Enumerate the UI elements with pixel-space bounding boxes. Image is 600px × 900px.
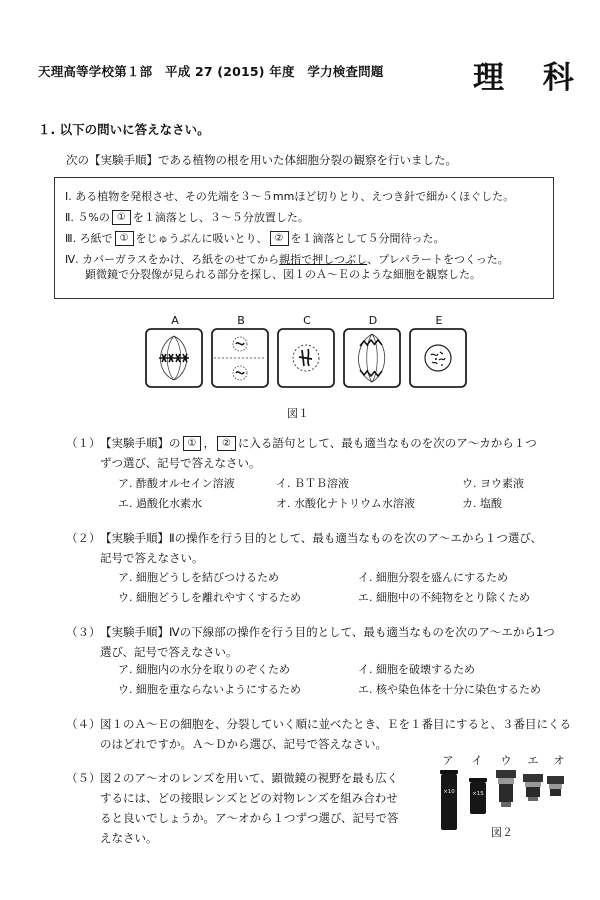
question-2-line-2: 記号で答えなさい。	[100, 551, 204, 565]
lens-u-label: ウ	[500, 754, 512, 767]
question-5-line-4: えなさい。	[100, 831, 158, 845]
cell-c	[277, 314, 337, 388]
question-1	[66, 433, 537, 473]
option: エ. 核や染色体を十分に染色するため	[358, 683, 541, 696]
underlined-phrase: 親指で押しつぶし	[279, 253, 368, 266]
lens-e-label: エ	[527, 754, 539, 767]
blank-1: ①	[183, 436, 202, 451]
lenses-drawing	[432, 768, 564, 832]
question-3-line-2: 選び、記号で答えなさい。	[100, 645, 238, 659]
question-intro: 次の【実験手順】である植物の根を用いた体細胞分裂の観察を行いました。	[66, 153, 457, 167]
option: イ. 細胞分裂を盛んにするため	[358, 571, 508, 584]
lens-i-label: イ	[471, 754, 483, 767]
blank-2: ②	[217, 436, 236, 451]
question-4-number: （４）	[66, 717, 101, 731]
cell-b	[211, 314, 271, 388]
option: ウ. 細胞を重ならないようにするため	[118, 683, 301, 696]
cell-a-label: A	[171, 314, 179, 327]
option: イ. 細胞を破壊するため	[358, 663, 475, 676]
option: ア. 細胞どうしを結びつけるため	[118, 571, 279, 584]
option: エ. 過酸化水素水	[118, 497, 202, 510]
question-1-line-2: ずつ選び、記号で答えなさい。	[100, 456, 261, 470]
question-5-number: （５）	[66, 771, 101, 785]
option: ウ. ヨウ素液	[462, 477, 524, 490]
question-4-line-2: のはどれですか。Ａ～Ｄから選び、記号で答えなさい。	[100, 737, 388, 751]
cell-e-label: E	[435, 314, 443, 327]
question-3	[66, 622, 555, 662]
question-2-number: （２）	[66, 531, 101, 545]
blank-1: ①	[112, 210, 131, 225]
procedure-step-3: Ⅲ. ろ紙で ① をじゅうぶんに吸いとり、 ② を１滴落として５分間待った。	[65, 232, 445, 245]
subject-title: 理 科	[473, 60, 588, 96]
question-1-line-1: 【実験手順】の ① ， ② に入る語句として、最も適当なものを次のア～カから１つ	[100, 436, 537, 450]
procedure-step-2: Ⅱ. ５%の ① を１滴落とし、３～５分放置した。	[65, 211, 309, 224]
option: ア. 酢酸オルセイン溶液	[118, 477, 235, 490]
question-3-line-1: 【実験手順】Ⅳの下線部の操作を行う目的として、最も適当なものを次のア～エから1つ	[100, 625, 555, 639]
cell-d	[343, 314, 403, 388]
lens-a-mark: ×10	[443, 789, 455, 795]
figure-1-cells	[145, 314, 465, 394]
option: ア. 細胞内の水分を取りのぞくため	[118, 663, 290, 676]
blank-1: ①	[115, 231, 134, 246]
question-3-options	[118, 660, 558, 700]
question-2-options	[118, 568, 558, 608]
question-5-line-3: ると良いでしょうか。ア～オから１つずつ選び、記号で答	[100, 811, 399, 825]
cell-d-drawing	[343, 328, 401, 388]
option: エ. 細胞中の不純物をとり除くため	[358, 591, 530, 604]
question-1-number: （１）	[66, 436, 101, 450]
cell-d-label: D	[368, 314, 378, 327]
lens-o-label: オ	[553, 754, 565, 767]
cell-a-drawing	[145, 328, 203, 388]
question-5-line-2: するには、どの接眼レンズとどの対物レンズを組み合わせ	[100, 791, 398, 805]
procedure-step-4-cont: 顕微鏡で分裂像が見られる部分を探し、図１のＡ～Ｅのような細胞を観察した。	[85, 268, 481, 281]
question-5-line-1: 図２のア～オのレンズを用いて、顕微鏡の視野を最も広く	[100, 771, 399, 785]
procedure-step-1: Ⅰ. ある植物を発根させ、その先端を３～５mmほど切りとり、えつき針で細かくほぐした。	[65, 190, 515, 203]
cell-e-drawing	[409, 328, 467, 388]
cell-b-label: B	[237, 314, 245, 327]
cell-b-drawing	[211, 328, 269, 388]
cell-c-label: C	[303, 314, 311, 327]
lens-a-label: ア	[442, 754, 454, 767]
lens-i-mark: ×15	[472, 791, 484, 797]
question-1-options	[118, 474, 558, 514]
procedure-step-4: Ⅳ. カバーガラスをかけ、ろ紙をのせてから親指で押しつぶし、プレパラートをつくった。	[65, 253, 509, 266]
figure-2-lenses	[432, 752, 564, 832]
question-2	[66, 528, 542, 568]
question-2-line-1: 【実験手順】Ⅱの操作を行う目的として、最も適当なものを次のア～エから１つ選び、	[100, 531, 542, 545]
cell-e	[409, 314, 469, 388]
option: ウ. 細胞どうしを離れやすくするため	[118, 591, 301, 604]
question-4-line-1: 図１のＡ～Ｅの細胞を、分裂していく順に並べたとき、Ｅを１番目にすると、３番目にくる	[100, 717, 572, 731]
procedure-box	[54, 177, 554, 299]
option: イ. ＢＴＢ溶液	[276, 477, 349, 490]
cell-c-drawing	[277, 328, 335, 388]
option: カ. 塩酸	[462, 497, 502, 510]
exam-header: 天理高等学校第１部 平成 27 (2015) 年度 学力検査問題	[38, 64, 384, 79]
figure-2-caption: 図２	[491, 826, 513, 839]
question-3-number: （３）	[66, 625, 101, 639]
question-4	[66, 714, 571, 754]
figure-1-caption: 図１	[287, 407, 309, 420]
question-5	[66, 768, 399, 848]
cell-a	[145, 314, 205, 388]
option: オ. 水酸化ナトリウム水溶液	[276, 497, 415, 510]
question-heading: １. 以下の問いに答えなさい。	[38, 122, 210, 137]
blank-2: ②	[270, 231, 289, 246]
